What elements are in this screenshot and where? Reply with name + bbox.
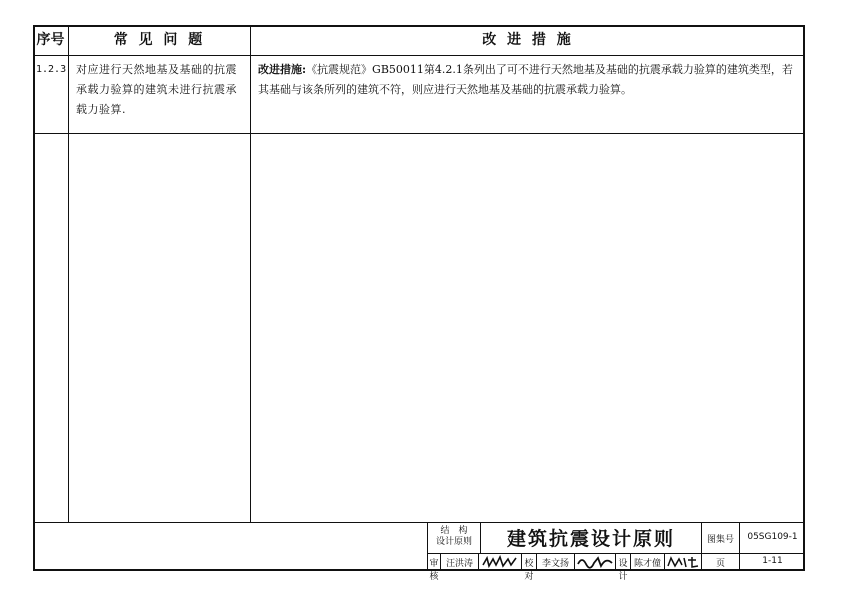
content-bottom-rule <box>33 522 805 523</box>
reviewer-signature <box>481 555 519 569</box>
title-block-mid-rule <box>427 553 805 554</box>
row-problem: 对应进行天然地基及基础的抗震承载力验算的建筑未进行抗震承载力验算. <box>76 63 237 116</box>
tb-bottom-divider-e <box>574 553 575 571</box>
designer-signature <box>666 555 700 569</box>
tb-check-label: 校对 <box>524 559 534 582</box>
header-col-problem: 常 见 问 题 <box>113 32 206 48</box>
measure-label: 改进措施: <box>258 63 307 76</box>
tb-atlas-no: 05SG109-1 <box>747 532 798 542</box>
col-no-divider <box>68 25 69 522</box>
header-bottom-rule <box>33 55 805 56</box>
tb-design-label: 设计 <box>618 559 628 582</box>
col-problem-divider <box>250 25 251 522</box>
measure-text: 《抗震规范》GB50011第4.2.1条列出了可不进行天然地基及基础的抗震承载力验算的建筑类型，若其基础与该条所列的建筑不符，则应进行天然地基及基础的抗震承载力验算。 <box>258 63 793 96</box>
tb-page-no: 1-11 <box>762 556 783 566</box>
checker-signature <box>576 555 614 569</box>
header-col-measure: 改 进 措 施 <box>482 32 574 48</box>
header-col-no: 序号 <box>36 32 65 48</box>
tb-checker: 李文扬 <box>541 559 569 569</box>
row-measure <box>258 60 798 100</box>
tb-review-label: 审核 <box>429 559 439 582</box>
tb-title: 建筑抗震设计原则 <box>506 528 675 550</box>
row-bottom-rule <box>33 133 805 134</box>
tb-bottom-divider-h <box>664 553 665 571</box>
row-number: 1.2.3 <box>36 64 67 75</box>
tb-atlas-label: 图集号 <box>706 535 734 545</box>
tb-designer: 陈才僮 <box>633 559 661 569</box>
tb-reviewer: 汪洪涛 <box>445 559 473 569</box>
tb-category: 结 构 设计原则 <box>435 526 472 547</box>
tb-page-label: 页 <box>715 559 725 569</box>
tb-bottom-divider-b <box>478 553 479 571</box>
